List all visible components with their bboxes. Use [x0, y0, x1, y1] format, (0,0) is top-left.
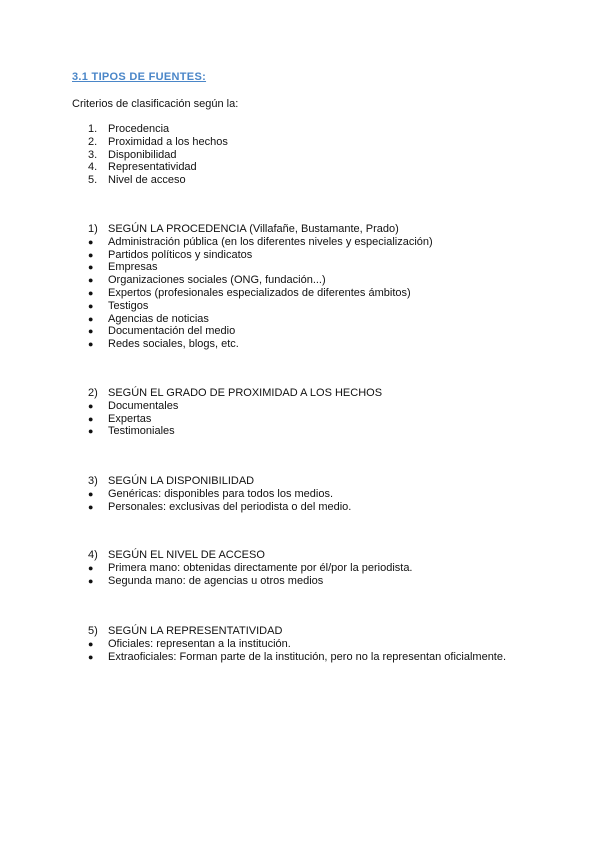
list-item — [88, 313, 433, 326]
section-heading-text: SEGÚN LA REPRESENTATIVIDAD — [108, 625, 283, 637]
bullet-icon: ● — [88, 300, 94, 311]
list-number: 5. — [88, 174, 98, 187]
section-heading — [88, 549, 413, 562]
section-heading-text: SEGÚN EL NIVEL DE ACCESO — [108, 549, 265, 561]
list-item-text: Oficiales: representan a la institución. — [108, 637, 291, 650]
section-heading — [88, 223, 433, 236]
section-heading — [88, 387, 382, 400]
list-item-text: Expertos (profesionales especializados de diferentes ámbitos) — [108, 286, 411, 299]
criteria-list — [88, 123, 228, 187]
list-item — [88, 400, 382, 413]
list-item — [88, 325, 433, 338]
list-item-text: Procedencia — [108, 123, 170, 135]
intro-text: Criterios de clasificación según la: — [72, 98, 239, 110]
section-number: 3) — [88, 475, 98, 487]
list-item — [88, 249, 433, 262]
section-proximidad — [88, 387, 382, 438]
list-item — [88, 123, 228, 136]
list-number: 3. — [88, 148, 98, 161]
bullet-icon: ● — [88, 488, 94, 499]
bullet-icon: ● — [88, 562, 94, 573]
list-item — [88, 575, 413, 588]
list-item — [88, 425, 382, 438]
list-item-text: Extraoficiales: Forman parte de la institución, pero no la representan oficialmente. — [108, 650, 507, 663]
list-item — [88, 174, 228, 187]
list-item-text: Nivel de acceso — [108, 174, 186, 187]
bullet-icon: ● — [88, 575, 94, 586]
section-number: 5) — [88, 625, 98, 637]
list-item-text: Expertas — [108, 412, 152, 425]
bullet-icon: ● — [88, 501, 94, 512]
list-item — [88, 651, 506, 664]
section-representatividad — [88, 625, 506, 663]
list-item-text: Personales: exclusivas del periodista o del medio. — [108, 500, 352, 513]
list-item-text: Partidos políticos y sindicatos — [108, 248, 253, 261]
bullet-icon: ● — [88, 339, 94, 350]
bullet-icon: ● — [88, 287, 94, 298]
list-item-text: Administración pública (en los diferentes niveles y especialización) — [108, 235, 433, 248]
bullet-icon: ● — [88, 262, 94, 273]
list-item — [88, 488, 351, 501]
list-item-text: Documentación del medio — [108, 325, 236, 338]
bullet-icon: ● — [88, 413, 94, 424]
list-item-text: Proximidad a los hechos — [108, 135, 228, 148]
list-item — [88, 287, 433, 300]
list-number: 4. — [88, 161, 98, 174]
list-item-text: Disponibilidad — [108, 148, 177, 161]
list-item-text: Redes sociales, blogs, etc. — [108, 338, 239, 351]
list-item — [88, 501, 351, 514]
section-number: 2) — [88, 387, 98, 399]
bullet-icon: ● — [88, 313, 94, 324]
list-item-text: Agencias de noticias — [108, 312, 209, 325]
list-item — [88, 562, 413, 575]
list-item-text: Segunda mano: de agencias u otros medios — [108, 574, 324, 587]
list-item-text: Representatividad — [108, 161, 197, 174]
section-number: 4) — [88, 549, 98, 561]
section-heading — [88, 625, 506, 638]
list-item — [88, 338, 433, 351]
bullet-icon: ● — [88, 249, 94, 260]
bullet-icon: ● — [88, 638, 94, 649]
section-heading-text: SEGÚN LA DISPONIBILIDAD — [108, 475, 255, 487]
list-item-text: Testimoniales — [108, 425, 175, 438]
list-item — [88, 261, 433, 274]
section-disponibilidad — [88, 475, 351, 513]
section-number: 1) — [88, 223, 98, 235]
section-nivel-de-acceso — [88, 549, 413, 587]
section-heading-text: SEGÚN EL GRADO DE PROXIMIDAD A LOS HECHOS — [108, 387, 383, 399]
list-item — [88, 300, 433, 313]
bullet-icon: ● — [88, 275, 94, 286]
list-item — [88, 149, 228, 162]
list-item — [88, 274, 433, 287]
section-heading-text: SEGÚN LA PROCEDENCIA (Villafañe, Bustamante, Prado) — [108, 223, 399, 235]
list-number: 1. — [88, 123, 98, 135]
list-item — [88, 638, 506, 651]
list-number: 2. — [88, 135, 98, 148]
list-item-text: Genéricas: disponibles para todos los medios. — [108, 487, 334, 500]
bullet-icon: ● — [88, 236, 94, 247]
section-heading — [88, 475, 351, 488]
list-item — [88, 136, 228, 149]
bullet-icon: ● — [88, 400, 94, 411]
section-title: 3.1 TIPOS DE FUENTES: — [72, 71, 207, 83]
list-item-text: Testigos — [108, 299, 149, 312]
list-item — [88, 413, 382, 426]
list-item-text: Organizaciones sociales (ONG, fundación...) — [108, 274, 326, 287]
bullet-icon: ● — [88, 326, 94, 337]
bullet-icon: ● — [88, 426, 94, 437]
list-item-text: Primera mano: obtenidas directamente por él/por la periodista. — [108, 561, 413, 574]
bullet-icon: ● — [88, 651, 94, 662]
list-item-text: Empresas — [108, 261, 158, 274]
list-item-text: Documentales — [108, 399, 179, 412]
section-procedencia — [88, 223, 433, 351]
list-item — [88, 161, 228, 174]
list-item — [88, 236, 433, 249]
